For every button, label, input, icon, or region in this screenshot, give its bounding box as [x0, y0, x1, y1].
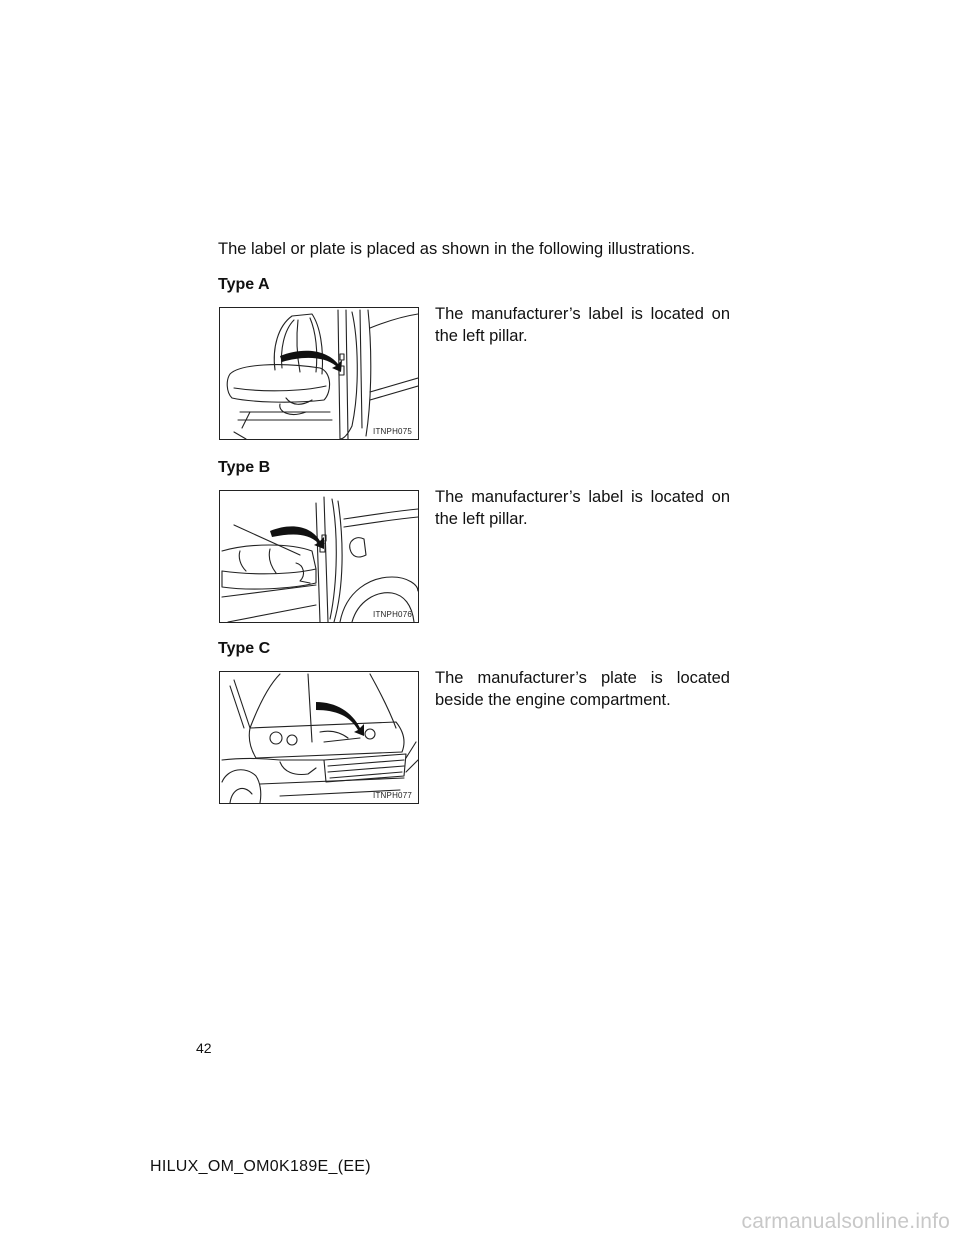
type-c-description: The manufacturer’s plate is located beside the engine compartment.	[435, 669, 730, 709]
type-c-illustration	[219, 671, 419, 804]
figure-code-a: ITNPH075	[373, 427, 412, 436]
watermark: carmanualsonline.info	[741, 1210, 950, 1233]
type-c-heading: Type C	[218, 640, 271, 657]
type-a-heading: Type A	[218, 276, 270, 293]
type-a-description: The manufacturer’s label is located on the left pillar.	[435, 305, 730, 345]
intro-text: The label or plate is placed as shown in the following illustrations.	[218, 240, 695, 258]
seat-pillar-drawing-a	[220, 308, 418, 439]
seat-pillar-drawing-b	[220, 491, 418, 622]
page-number: 42	[196, 1040, 212, 1056]
type-b-description: The manufacturer’s label is located on the left pillar.	[435, 488, 730, 528]
type-a-illustration	[219, 307, 419, 440]
type-b-illustration	[219, 490, 419, 623]
type-b-heading: Type B	[218, 459, 271, 476]
document-id: HILUX_OM_OM0K189E_(EE)	[150, 1158, 371, 1175]
figure-code-b: ITNPH076	[373, 610, 412, 619]
figure-code-c: ITNPH077	[373, 791, 412, 800]
engine-compartment-drawing	[220, 672, 418, 803]
